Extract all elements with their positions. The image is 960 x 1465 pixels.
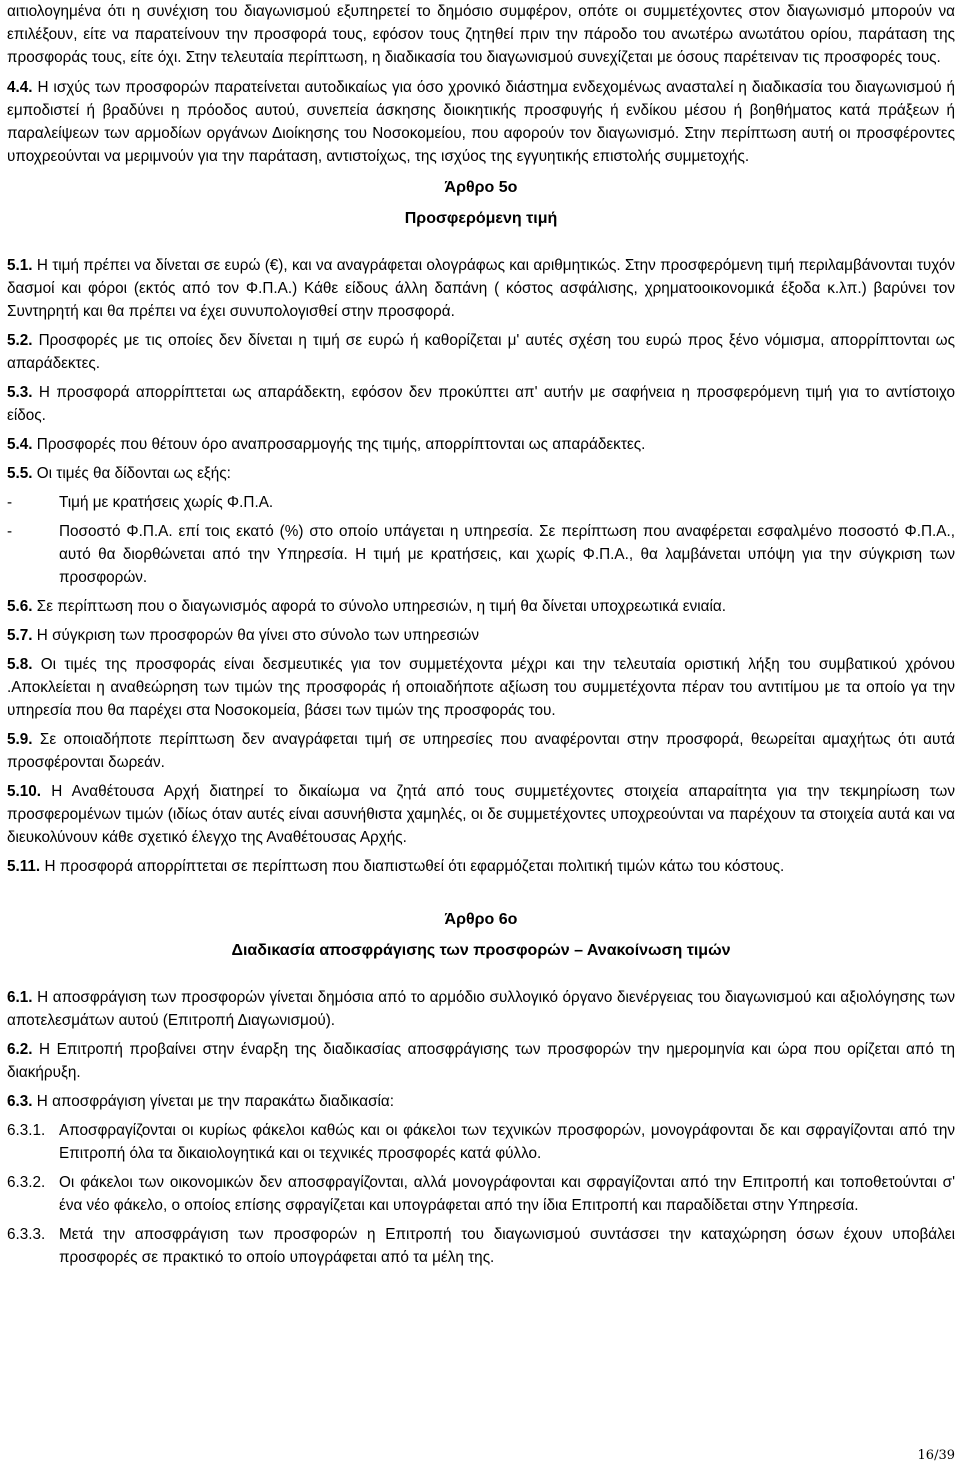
bullet-text: Τιμή με κρατήσεις χωρίς Φ.Π.Α. [59,494,274,511]
item-5-6 [7,595,955,618]
subitem-text: Μετά την αποσφράγιση των προσφορών η Επιτροπή του διαγωνισμού συντάσσει την καταχώρηση όσων έχουν υποβάλει προσφορές σε πρακτικό το οποίο υπογράφεται από τα μέλη της. [59,1226,955,1266]
item-text: Η Αναθέτουσα Αρχή διατηρεί το δικαίωμα να ζητά από τους συμμετέχοντες στοιχεία απαραίτητα για την τεκμηρίωση των προσφερομένων τιμών (ιδίως όταν αυτές είναι ασυνήθιστα χαμηλές, οι δε συμμετέχοντες υποχρεούνται να παρέχουν τα στοιχεία αυτά και να διευκολύνουν κάθε σχετικό έλεγχο της Αναθέτουσας Αρχής. [7,783,955,846]
item-number: 5.9. [7,731,33,748]
item-text: Η αποσφράγιση γίνεται με την παρακάτω διαδικασία: [36,1093,395,1110]
subitem-text: Αποσφραγίζονται οι κυρίως φάκελοι καθώς και οι φάκελοι των τεχνικών προσφορών, μονογράφονται δε και σφραγίζονται από την Επιτροπή όλα τα δικαιολογητικά και οι τεχνικές προσφορές κατά φύλλο. [59,1122,955,1162]
item-6-2 [7,1038,955,1084]
item-text: Η προσφορά απορρίπτεται σε περίπτωση που διαπιστωθεί ότι εφαρμόζεται πολιτική τιμών κάτω του κόστους. [44,858,785,875]
item-number: 5.11. [7,858,41,875]
section-4-4 [7,76,955,168]
item-6-3 [7,1090,955,1113]
item-text: Η προσφορά απορρίπτεται ως απαράδεκτη, εφόσον δεν προκύπτει απ' αυτήν με σαφήνεια η προσφερόμενη τιμή για το αντίστοιχο είδος. [7,384,955,424]
item-text: Η σύγκριση των προσφορών θα γίνει στο σύνολο των υπηρεσιών [36,627,479,644]
item-5-2 [7,329,955,375]
item-text: Η αποσφράγιση των προσφορών γίνεται δημόσια από το αρμόδιο συλλογικό όργανο διενέργειας του διαγωνισμού και αξιολόγησης των αποτελεσμάτων αυτού (Επιτροπή Διαγωνισμού). [7,989,955,1029]
item-number: 6.1. [7,989,33,1006]
subitem-6-3-2 [7,1171,955,1217]
bullet-dash: - [7,494,13,511]
item-5-7 [7,624,955,647]
item-text: Η τιμή πρέπει να δίνεται σε ευρώ (€), και να αναγράφεται ολογράφως και αριθμητικώς. Στην προσφερόμενη τιμή περιλαμβάνονται τυχόν δασμοί και φόροι (εκτός από τον Φ.Π.Α.) Κάθε είδους άλλη δαπάνη ( κόστος ασφάλισης, χρηματοοικονομικά έξοδα κ.λπ.) βαρύνει τον Συντηρητή και θα πρέπει να έχει συνυπολογισθεί στην προσφορά. [7,257,955,320]
item-number: 5.7. [7,627,33,644]
item-number: 6.3. [7,1093,33,1110]
article-5-subtitle: Προσφερόμενη τιμή [404,210,558,227]
article-5-title: Άρθρο 5ο [444,179,518,196]
item-5-11 [7,855,955,878]
item-text: Οι τιμές θα δίδονται ως εξής: [36,465,231,482]
item-text: Προσφορές που θέτουν όρο αναπροσαρμογής της τιμής, απορρίπτονται ως απαράδεκτες. [36,436,646,453]
item-number: 6.2. [7,1041,33,1058]
item-5-8 [7,653,955,722]
subitem-text: Οι φάκελοι των οικονομικών δεν αποσφραγίζονται, αλλά μονογράφονται και σφραγίζονται από την Επιτροπή και τοποθετούνται σ' ένα νέο φάκελο, ο οποίος επίσης σφραγίζεται και υπογράφεται από την ίδια Επιτροπή και παραδίδεται στην Υπηρεσία. [59,1174,955,1214]
article-6-subtitle: Διαδικασία αποσφράγισης των προσφορών – Ανακοίνωση τιμών [231,942,731,959]
document-page [7,0,955,1269]
article-6-title: Άρθρο 6ο [444,911,518,928]
bullet-item [7,491,955,514]
item-number: 5.8. [7,656,33,673]
subitem-6-3-3 [7,1223,955,1269]
subitem-number: 6.3.1. [7,1122,46,1139]
article-6-items [7,986,955,1269]
item-text: Οι τιμές της προσφοράς είναι δεσμευτικές για τον συμμετέχοντα μέχρι και την τελευταία οριστική λήξη του συμβατικού χρόνου .Αποκλείεται η αναθεώρηση των τιμών της προσφοράς ή οποιαδήποτε αξίωση του συμμετέχοντα πέραν του αντιτίμου με τα οποίο γα την υπηρεσία που θα παρέχει στα Νοσοκομεία, βάσει των τιμών της προσφοράς του. [7,656,955,719]
page-number: 16/39 [917,1448,955,1463]
item-text: Η Επιτροπή προβαίνει στην έναρξη της διαδικασίας αποσφράγισης των προσφορών την ημερομηνία και ώρα που ορίζεται από τη διακήρυξη. [7,1041,956,1081]
item-5-9 [7,728,955,774]
section-text: Η ισχύς των προσφορών παρατείνεται αυτοδικαίως για όσο χρονικό διάστημα ενδεχομένως ανασταλεί η διαδικασία του διαγωνισμού ή εμποδιστεί ή βραδύνει η πρόοδος αυτού, συνεπεία άσκησης διοικητικής προσφυγής ή ενδίκου μέσου ή βοηθήματος κατά πράξεων ή παραλείψεων των αρμοδίων οργάνων Διοίκησης του Νοσοκομείου, που αφορούν τον διαγωνισμό. Στην περίπτωση αυτή οι προσφέροντες υποχρεούνται να μεριμνούν για την παράταση, αντιστοίχως, της ισχύος της εγγυητικής επιστολής συμμετοχής. [7,79,956,165]
item-number: 5.5. [7,465,33,482]
item-number: 5.2. [7,332,33,349]
item-5-3 [7,381,955,427]
item-5-10 [7,780,955,849]
item-number: 5.4. [7,436,33,453]
article-5-items [7,254,955,878]
subitem-number: 6.3.2. [7,1174,46,1191]
item-text: Σε περίπτωση που ο διαγωνισμός αφορά το σύνολο υπηρεσιών, η τιμή θα δίνεται υποχρεωτικά ενιαία. [36,598,726,615]
section-number: 4.4. [7,79,33,96]
item-number: 5.10. [7,783,42,800]
item-6-1 [7,986,955,1032]
subitem-6-3-1 [7,1119,955,1165]
bullet-dash: - [7,523,13,540]
bullet-item [7,520,955,589]
item-text: Προσφορές με τις οποίες δεν δίνεται η τιμή σε ευρώ ή καθορίζεται μ' αυτές σχέση του ευρώ προς ξένο νόμισμα, απορρίπτονται ως απαράδεκτες. [7,332,955,372]
item-5-5 [7,462,955,485]
bullet-text: Ποσοστό Φ.Π.Α. επί τοις εκατό (%) στο οποίο υπάγεται η υπηρεσία. Σε περίπτωση που αναφέρεται εσφαλμένο ποσοστό Φ.Π.Α., αυτό θα διορθώνεται από την Υπηρεσία. Η τιμή με κρατήσεις, και χωρίς Φ.Π.Α., θα λαμβάνεται υπόψη για την σύγκριση των προσφορών. [59,523,955,586]
item-5-4 [7,433,955,456]
intro-paragraph: αιτιολογημένα ότι η συνέχιση του διαγωνισμού εξυπηρετεί το δημόσιο συμφέρον, οπότε οι συμμετέχοντες στον διαγωνισμό μπορούν να επιλέξουν, είτε να παρατείνουν την προσφορά τους, εφόσον τους ζητηθεί πριν την πάροδο του ανωτέρω ανωτάτου ορίου, παράταση της προσφοράς τους, είτε όχι. Στην τελευταία περίπτωση, η διαδικασία του διαγωνισμού συνεχίζεται με όσους παρέτειναν τις προσφορές τους. [7,3,955,66]
item-5-1 [7,254,955,323]
item-text: Σε οποιαδήποτε περίπτωση δεν αναγράφεται τιμή σε υπηρεσίες που αναφέρονται στην προσφορά, θεωρείται αμαχήτως ότι αυτά προσφέρονται δωρεάν. [7,731,955,771]
item-number: 5.3. [7,384,33,401]
item-number: 5.6. [7,598,33,615]
subitem-number: 6.3.3. [7,1226,46,1243]
item-number: 5.1. [7,257,33,274]
